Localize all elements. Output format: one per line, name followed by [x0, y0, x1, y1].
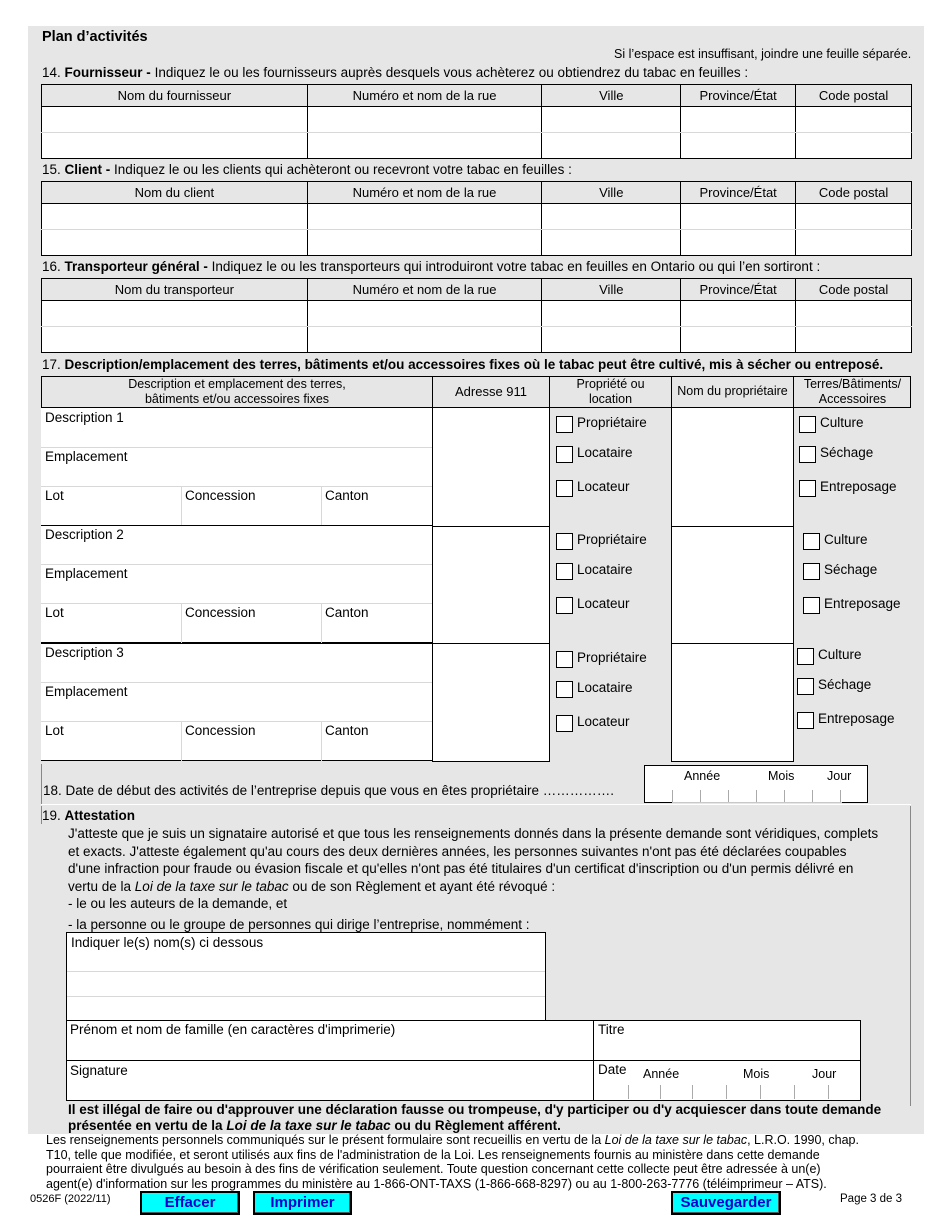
table-row[interactable] [42, 204, 912, 230]
owner-checkbox[interactable] [556, 416, 573, 433]
owner-option-label: Propriétaire [577, 415, 647, 430]
lessor-checkbox[interactable] [556, 480, 573, 497]
location-label: Emplacement [45, 684, 128, 699]
q19-heading: 19. Attestation [42, 808, 136, 823]
description-label: Description 2 [45, 527, 124, 542]
col-supplier-name: Nom du fournisseur [42, 85, 308, 107]
supplier-table [41, 84, 912, 159]
storage-label: Entreposage [820, 479, 897, 494]
concession-label: Concession [185, 605, 256, 620]
clear-button[interactable]: Effacer [140, 1191, 240, 1215]
col-ownership: Propriété ou location [576, 377, 645, 406]
names-label: Indiquer le(s) nom(s) ci dessous [71, 935, 264, 950]
table-row[interactable] [42, 107, 912, 133]
q15-heading: 15. Client - Indiquez le ou les clients qui achèteront ou recevront votre tabac en feuilles : [42, 162, 572, 177]
col-street: Numéro et nom de la rue [307, 182, 542, 204]
col-city: Ville [542, 182, 681, 204]
drying-checkbox[interactable] [803, 563, 820, 580]
lessor-option-label: Locateur [577, 596, 630, 611]
q18-label: 18. Date de début des activités de l’entreprise depuis que vous en êtes propriétaire ……………. [43, 783, 615, 798]
lot-label: Lot [45, 723, 64, 738]
storage-checkbox[interactable] [799, 480, 816, 497]
township-label: Canton [325, 488, 369, 503]
tenant-checkbox[interactable] [556, 681, 573, 698]
month-label: Mois [743, 1067, 770, 1081]
table-row[interactable] [42, 327, 912, 353]
form-id: 0526F (2022/11) [30, 1193, 111, 1205]
plan-title: Plan d’activités [42, 29, 148, 45]
description-block-1[interactable] [41, 408, 433, 526]
signature-date-field[interactable] [628, 1082, 858, 1100]
privacy-notice: Les renseignements personnels communiqués sur le présent formulaire sont recueillis en vertu de la Loi de la taxe sur le tabac, L.R.O. 1990, chap. T10, telle que modifiée, et seront utilisés aux fins de l'administration de la Loi. Les renseignements fournis au ministère dans cette demande pourraient être divulgués au besoin à des fins de vérification seulement. Toute question concernant cette collecte peut être adressée à un(e) agent(e) d'information sur les programmes du ministère au 1-866-ONT-TAXS (1-866-668-8297) ou au 1-800-263-7776 (téléimprimeur – ATS). [46, 1133, 859, 1191]
month-label: Mois [768, 769, 795, 783]
storage-checkbox[interactable] [797, 712, 814, 729]
printed-name-label: Prénom et nom de famille (en caractères d'imprimerie) [70, 1022, 396, 1037]
title-label: Titre [598, 1022, 625, 1037]
lessor-option-label: Locateur [577, 479, 630, 494]
q16-heading: 16. Transporteur général - Indiquez le ou les transporteurs qui introduiront votre tabac en feuilles en Ontario ou qui l’en sortiront : [42, 259, 821, 274]
tenant-checkbox[interactable] [556, 446, 573, 463]
col-street: Numéro et nom de la rue [307, 279, 542, 301]
location-label: Emplacement [45, 566, 128, 581]
attestation-text: J'atteste que je suis un signataire autorisé et que tous les renseignements donnés dans la présente demande sont véridiques, complets et exacts. J'atteste également qu'au cours des deux dernières années, les personnes suivantes n'ont pas été déclarées coupables d'une infraction pour fraude ou évasion fiscale et qu'elles n'ont pas été titulaires d'un certificat d'inscription ou d'un permis délivré en vertu de la Loi de la taxe sur le tabac ou de son Règlement et ayant été révoqué : - le ou les auteurs de la demande, et - la personne ou le groupe de personnes qui dirige l’entreprise, nommément : [68, 826, 879, 932]
col-description: Description et emplacement des terres, bâtiments et/ou accessoires fixes [128, 377, 346, 406]
cultivation-label: Culture [824, 532, 868, 547]
cultivation-checkbox[interactable] [797, 648, 814, 665]
col-street: Numéro et nom de la rue [307, 85, 542, 107]
col-owner-name: Nom du propriétaire [677, 384, 788, 398]
description-label: Description 3 [45, 645, 124, 660]
col-province: Province/État [681, 85, 796, 107]
cultivation-checkbox[interactable] [803, 533, 820, 550]
cultivation-label: Culture [820, 415, 864, 430]
year-label: Année [684, 769, 721, 783]
lot-label: Lot [45, 605, 64, 620]
col-carrier-name: Nom du transporteur [42, 279, 308, 301]
storage-label: Entreposage [824, 596, 901, 611]
col-postal: Code postal [796, 279, 912, 301]
date-label: Date [598, 1062, 627, 1077]
storage-label: Entreposage [818, 711, 895, 726]
drying-label: Séchage [818, 677, 872, 692]
description-block-2[interactable] [41, 525, 433, 643]
legal-warning: Il est illégal de faire ou d'approuver une déclaration fausse ou trompeuse, d'y participer ou d'y acquiescer dans toute demande présentée en vertu de la Loi de la taxe sur le tabac ou du Règlement afférent. [68, 1102, 882, 1133]
storage-checkbox[interactable] [803, 597, 820, 614]
location-label: Emplacement [45, 449, 128, 464]
table-row[interactable] [42, 301, 912, 327]
year-label: Année [643, 1067, 680, 1081]
description-block-3[interactable] [41, 643, 433, 761]
cultivation-label: Culture [818, 647, 862, 662]
save-button[interactable]: Sauvegarder [671, 1191, 781, 1215]
lessor-option-label: Locateur [577, 714, 630, 729]
col-use: Terres/Bâtiments/ Accessoires [803, 377, 902, 406]
carrier-table [41, 278, 912, 353]
owner-checkbox[interactable] [556, 651, 573, 668]
drying-label: Séchage [824, 562, 878, 577]
q14-heading: 14. Fournisseur - Indiquez le ou les fournisseurs auprès desquels vous achèterez ou obtiendrez du tabac en feuilles : [42, 65, 749, 80]
drying-checkbox[interactable] [797, 678, 814, 695]
lot-label: Lot [45, 488, 64, 503]
lessor-checkbox[interactable] [556, 715, 573, 732]
table-row[interactable] [42, 230, 912, 256]
print-button[interactable]: Imprimer [253, 1191, 352, 1215]
q17-heading: 17. Description/emplacement des terres, bâtiments et/ou accessoires fixes où le tabac peut être cultivé, mis à sécher ou entreposé. [42, 357, 884, 372]
col-city: Ville [542, 279, 681, 301]
drying-checkbox[interactable] [799, 446, 816, 463]
township-label: Canton [325, 723, 369, 738]
lessor-checkbox[interactable] [556, 597, 573, 614]
client-table [41, 181, 912, 256]
col-address: Adresse 911 [454, 384, 528, 399]
concession-label: Concession [185, 723, 256, 738]
col-province: Province/État [681, 182, 796, 204]
description-label: Description 1 [45, 410, 124, 425]
signature-field[interactable] [67, 1061, 592, 1100]
owner-option-label: Propriétaire [577, 532, 647, 547]
day-label: Jour [812, 1067, 837, 1081]
page-number: Page 3 de 3 [840, 1193, 903, 1205]
township-label: Canton [325, 605, 369, 620]
tenant-option-label: Locataire [577, 680, 633, 695]
printed-name-field[interactable] [67, 1021, 592, 1059]
signature-label: Signature [70, 1063, 128, 1078]
col-postal: Code postal [796, 182, 912, 204]
title-field[interactable] [594, 1021, 860, 1059]
drying-label: Séchage [820, 445, 874, 460]
tenant-option-label: Locataire [577, 562, 633, 577]
owner-option-label: Propriétaire [577, 650, 647, 665]
space-note: Si l’espace est insuffisant, joindre une feuille séparée. [614, 47, 912, 61]
address-911-column[interactable] [432, 407, 550, 762]
cultivation-checkbox[interactable] [799, 416, 816, 433]
owner-name-column[interactable] [671, 407, 794, 762]
tenant-option-label: Locataire [577, 445, 633, 460]
owner-checkbox[interactable] [556, 533, 573, 550]
col-city: Ville [542, 85, 681, 107]
concession-label: Concession [185, 488, 256, 503]
col-client-name: Nom du client [42, 182, 308, 204]
col-province: Province/État [681, 279, 796, 301]
table-row[interactable] [42, 133, 912, 159]
col-postal: Code postal [796, 85, 912, 107]
day-label: Jour [827, 769, 852, 783]
tenant-checkbox[interactable] [556, 563, 573, 580]
